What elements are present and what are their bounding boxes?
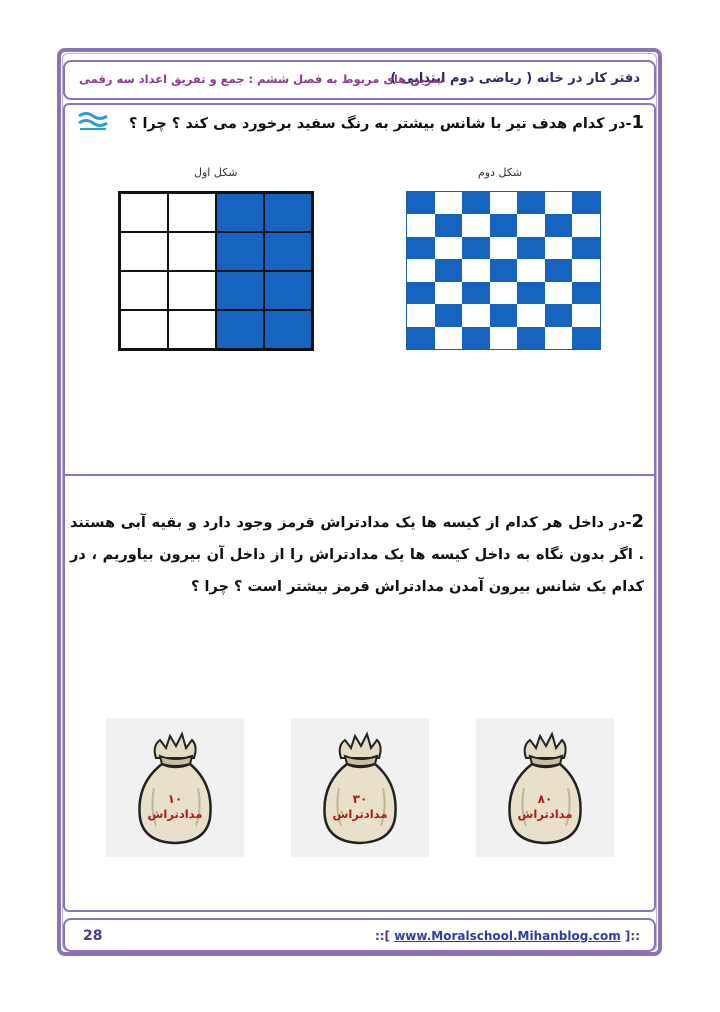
grid-1-cell — [168, 271, 216, 310]
grid-2-cell — [407, 327, 435, 349]
bag-3-label: مدادتراش — [517, 807, 573, 821]
page-number: 28 — [83, 928, 103, 944]
grid-2-cell — [572, 327, 600, 349]
grid-2-cell — [490, 304, 518, 326]
bag-card-1 — [106, 718, 244, 857]
grid-2-cell — [517, 237, 545, 259]
grid-2-cell — [435, 237, 463, 259]
grid-2-cell — [462, 282, 490, 304]
school-logo-icon — [76, 110, 110, 132]
bag-3-count: ۸۰ — [537, 792, 553, 806]
grid-2-cell — [435, 304, 463, 326]
grid-2-cell — [462, 192, 490, 214]
header-bar — [63, 60, 656, 100]
grid-2-cell — [572, 237, 600, 259]
grid-2-cell — [407, 282, 435, 304]
grid-2-cell — [490, 282, 518, 304]
grid-2-cell — [545, 259, 573, 281]
grid-2-cell — [517, 327, 545, 349]
website-link[interactable]: www.Moralschool.Mihanblog.com — [394, 929, 621, 943]
grid-2-cell — [545, 237, 573, 259]
question-1-text: -در کدام هدف تیر با شانس بیشتر به رنگ سفید برخورد می کند ؟ چرا ؟ — [128, 116, 632, 132]
grid-2-cell — [490, 237, 518, 259]
sack-icon — [291, 718, 429, 857]
shape-2-label: شکل دوم — [478, 166, 523, 179]
grid-2-cell — [435, 259, 463, 281]
grid-2-cell — [490, 259, 518, 281]
bag-2-count: ۳۰ — [352, 792, 368, 806]
grid-1-cell — [264, 271, 312, 310]
sack-icon — [106, 718, 244, 857]
section-divider — [63, 474, 656, 476]
grid-2-cell — [462, 237, 490, 259]
grid-1-cell — [216, 271, 264, 310]
grid-2-cell — [407, 304, 435, 326]
grid-2-cell — [435, 282, 463, 304]
grid-2-cell — [490, 327, 518, 349]
target-shape-2 — [406, 191, 601, 350]
grid-2-cell — [572, 304, 600, 326]
question-2-text: -در داخل هر کدام از کیسه ها یک مدادتراش قرمز وجود دارد و بقیه آبی هستند . اگر بدون نگاه به داخل کیسه ها یک مدادتراش را از داخل آن بیرون بیاوریم ، در کدام یک شانس بیرون آمدن مدادتراش قرمز بیشتر است ؟ چرا ؟ — [70, 515, 644, 595]
grid-2-cell — [572, 259, 600, 281]
grid-2-cell — [407, 214, 435, 236]
question-2-number: 2 — [631, 511, 644, 532]
grid-1-cell — [168, 310, 216, 349]
grid-2-cell — [462, 327, 490, 349]
website-credit — [375, 929, 640, 943]
question-1-number: 1 — [631, 112, 644, 133]
grid-1-cell — [264, 193, 312, 232]
grid-1-cell — [216, 310, 264, 349]
bag-1-label: مدادتراش — [147, 807, 203, 821]
grid-1-cell — [216, 193, 264, 232]
grid-1-cell — [120, 232, 168, 271]
grid-2-cell — [517, 192, 545, 214]
grid-2-cell — [545, 282, 573, 304]
grid-2-cell — [572, 282, 600, 304]
bag-2-label: مدادتراش — [332, 807, 388, 821]
question-2 — [70, 506, 644, 603]
grid-1-cell — [216, 232, 264, 271]
grid-2-cell — [545, 304, 573, 326]
grid-2-cell — [407, 192, 435, 214]
grid-2-cell — [407, 237, 435, 259]
grid-2-cell — [462, 214, 490, 236]
shape-1-label: شکل اول — [194, 166, 238, 179]
grid-2-cell — [435, 192, 463, 214]
grid-1-cell — [120, 193, 168, 232]
grid-2-cell — [435, 214, 463, 236]
sack-icon — [476, 718, 614, 857]
footer-bar — [63, 918, 656, 952]
grid-2-cell — [517, 282, 545, 304]
grid-2-cell — [572, 192, 600, 214]
grid-2-cell — [517, 304, 545, 326]
header-title: دفتر کار در خانه ( ریاضی دوم ابتدایی ) — [390, 71, 640, 86]
site-prefix: ::[ — [374, 929, 395, 943]
grid-2-cell — [572, 214, 600, 236]
grid-2-cell — [435, 327, 463, 349]
bag-1-count: ۱۰ — [167, 792, 183, 806]
target-shape-1 — [118, 191, 314, 351]
header-subtitle: تمرین های مربوط به فصل ششم : جمع و تفریق اعداد سه رقمی — [79, 72, 445, 86]
grid-2-cell — [462, 259, 490, 281]
grid-1-cell — [264, 232, 312, 271]
grid-1-cell — [168, 232, 216, 271]
grid-2-cell — [490, 214, 518, 236]
bag-card-3 — [476, 718, 614, 857]
question-1 — [129, 112, 644, 133]
grid-1-cell — [168, 193, 216, 232]
grid-1-cell — [120, 310, 168, 349]
grid-2-cell — [545, 327, 573, 349]
grid-2-cell — [517, 259, 545, 281]
grid-2-cell — [517, 214, 545, 236]
grid-1-cell — [264, 310, 312, 349]
site-suffix: ]:: — [620, 929, 640, 943]
bag-card-2 — [291, 718, 429, 857]
grid-1-cell — [120, 271, 168, 310]
grid-2-cell — [490, 192, 518, 214]
grid-2-cell — [407, 259, 435, 281]
grid-2-cell — [545, 192, 573, 214]
grid-2-cell — [462, 304, 490, 326]
grid-2-cell — [545, 214, 573, 236]
